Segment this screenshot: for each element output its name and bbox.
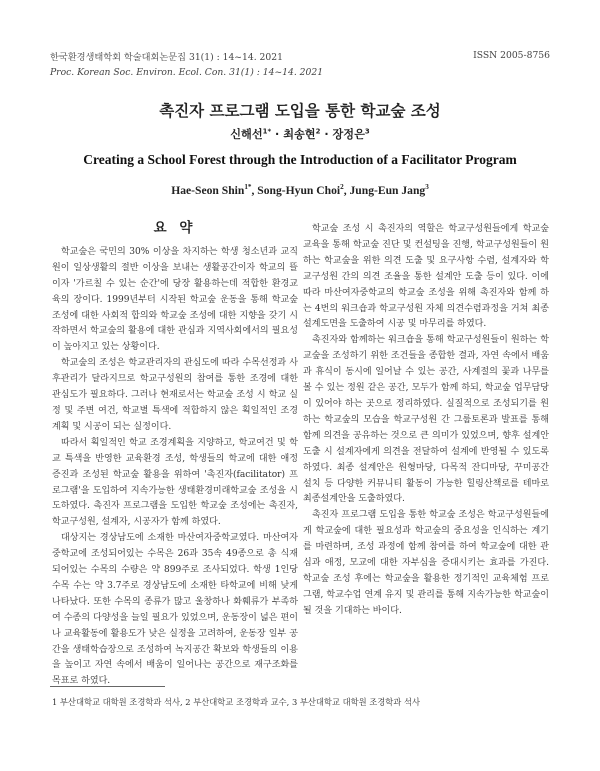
abstract-paragraph: 촉진자와 함께하는 워크숍을 통해 학교구성원들이 원하는 학교숲을 조성하기 위한 조건들을 종합한 결과, 자연 속에서 배움과 휴식이 동시에 일어날 수 있는 공간, 사계절의 꽃과 나무를 볼 수 있는 정원 같은 공간, 모두가 함께 하되, 학교숲 업무담당이 있어야 하는 곳으로 정리하였다. 실질적으로 조성되기를 원하는 학교숲의 모습을 학교구성원 간 그룹토론과 발표를 통해 함께 의견을 공유하는 것으로 큰 의미가 있었으며, 향후 설계안 도출 시 설계자에게 의견을 전달하여 설계에 반영될 수 있도록 하였다. 최종 설계안은 원형마당, 다목적 잔디마당, 꾸미공간 설치 등 다양한 커뮤니티 활동이 가능한 힐링산책로를 테마로 최종설계안을 도출하였다.	[303, 335, 549, 505]
authors-korean	[0, 126, 600, 142]
author-affiliation-mark: 3	[364, 127, 370, 136]
journal-citation-en: Proc. Korean Soc. Environ. Ecol. Con. 31(1) : 14~14. 2021	[50, 67, 324, 78]
author-affiliation-mark: 2	[340, 183, 344, 192]
author-name: 최송현	[283, 128, 316, 141]
abstract-paragraph: 대상지는 경상남도에 소재한 마산여자중학교였다. 마산여자중학교에 조성되어있는 수목은 26과 35속 49종으로 총 식재되어있는 수목의 수량은 약 899주로 조사되었다. 학생 1인당 수목 수는 약 3.7주로 경상남도에 소재한 타학교에 비해 낮게 나타났다. 또한 수목의 종류가 많고 울창하나 화훼류가 부족하여 수종의 다양성을 늘일 필요가 있었으며, 운동장이 넓은 편이나 교육활동에 활용도가 낮은 실정을 고려하여, 운동장 일부 공간을 생태학습장으로 조성하여 녹지공간 확보와 학생들의 이용을 높이고 자연 속에서 배움이 일어나는 공간으로 재구조화를 목표로 하였다.	[52, 533, 298, 687]
author-name: Hae-Seon Shin	[171, 184, 245, 197]
abstract-heading: 요 약	[153, 220, 197, 236]
issn: ISSN 2005-8756	[473, 50, 550, 61]
author-affiliation-mark: 3	[425, 183, 429, 192]
abstract-right-column	[303, 222, 549, 620]
journal-citation-ko: 한국환경생태학회 학술대회논문집 31(1) : 14~14. 2021	[50, 52, 283, 63]
author-name: Jung-Eun Jang	[349, 184, 426, 197]
abstract-left-column	[52, 222, 298, 690]
author-affiliation-mark: 1*	[262, 127, 272, 136]
journal-citation	[50, 50, 323, 80]
author-affiliation-mark: 1*	[244, 183, 252, 192]
author-separator: ,	[251, 184, 258, 197]
abstract-paragraph: 따라서 획일적인 학교 조경계획을 지양하고, 학교여건 및 학교 특색을 반영한 교육환경 조성, 학생들의 학교에 대한 애정 증진과 조성된 학교숲 활용을 위하여 '촉진자(facilitator) 프로그램'을 도입하여 지속가능한 생태환경미래학교숲 조성을 시도하였다. 촉진자 프로그램을 도입한 학교숲 조성에는 촉진자, 학교구성원, 설계자, 시공자가 함께 하였다.	[52, 437, 298, 528]
abstract-paragraph: 촉진자 프로그램 도입을 통한 학교숲 조성은 학교구성원들에게 학교숲에 대한 필요성과 학교숲의 중요성을 인식하는 계기를 마련하며, 조성 과정에 함께 참여를 하여 학교숲에 대한 관심과 애정, 모교에 대한 자부심을 증대시키는 효과를 가진다. 학교숲 조성 후에는 학교숲을 활용한 정기적인 교육체험 프로그램, 학교수업 연계 유지 및 관리를 통해 지속가능한 학교숲이 될 것을 기대하는 바이다.	[303, 510, 549, 616]
title-korean: 촉진자 프로그램 도입을 통한 학교숲 조성	[159, 102, 441, 120]
footnote-affiliations: 1 부산대학교 대학원 조경학과 석사, 2 부산대학교 조경학과 교수, 3 부산대학교 대학원 조경학과 석사	[52, 697, 420, 707]
title-english: Creating a School Forest through the Introduction of a Facilitator Program	[83, 152, 517, 167]
author-affiliation-mark: 2	[315, 127, 321, 136]
author-name: Song-Hyun Choi	[257, 184, 341, 197]
author-name: 장정은	[332, 128, 365, 141]
author-name: 신해선	[230, 128, 263, 141]
abstract-paragraph: 학교숲은 국민의 30% 이상을 차지하는 학생 청소년과 교직원이 일상생활의 절반 이상을 보내는 생활공간이자 학교의 뜰이자 '가르칠 수 있는 순간'에 당장 활용하는데 적합한 환경교육의 장이다. 1999년부터 시작된 학교숲 운동을 통해 학교숲 조성에 대한 사회적 합의와 학교숲 조성에 대한 지향을 갖기 시작하면서 학교숲의 활용에 대한 관심과 지역사회에서의 필요성이 높아지고 있는 상황이다.	[52, 246, 298, 353]
author-separator: ·	[320, 128, 333, 141]
abstract-paragraph: 학교숲 조성 시 촉진자의 역할은 학교구성원들에게 학교숲 교육을 통해 학교숲 진단 및 컨설팅을 진행, 학교구성원들이 원하는 학교숲을 위한 의견 도출 및 요구사항 수렴, 설계자와 학교구성원 간의 의견 조율을 통한 설계안 도출 등이 있다. 이에 따라 마산여자중학교의 학교숲 조성을 위해 촉진자와 함께 하는 4번의 워크숍과 학교구성원 자체 의견수렴과정을 거쳐 최종설계도면을 도출하여 시공 및 마무리를 하였다.	[303, 224, 549, 330]
author-separator: ,	[343, 184, 350, 197]
authors-english	[0, 184, 600, 197]
abstract-paragraph: 학교숲의 조성은 학교관리자의 관심도에 따라 수목선정과 사후관리가 달라지므로 학교구성원의 참여를 통한 조경에 대한 관심도가 필요하다. 그러나 현재로서는 학교숲 조성 시 학교 실정 및 주변 여건, 학교별 특색에 적합하지 않은 획일적인 조경계획 및 시공이 되는 실정이다.	[52, 358, 298, 432]
footnote-divider	[50, 686, 165, 687]
author-separator: ·	[271, 128, 284, 141]
